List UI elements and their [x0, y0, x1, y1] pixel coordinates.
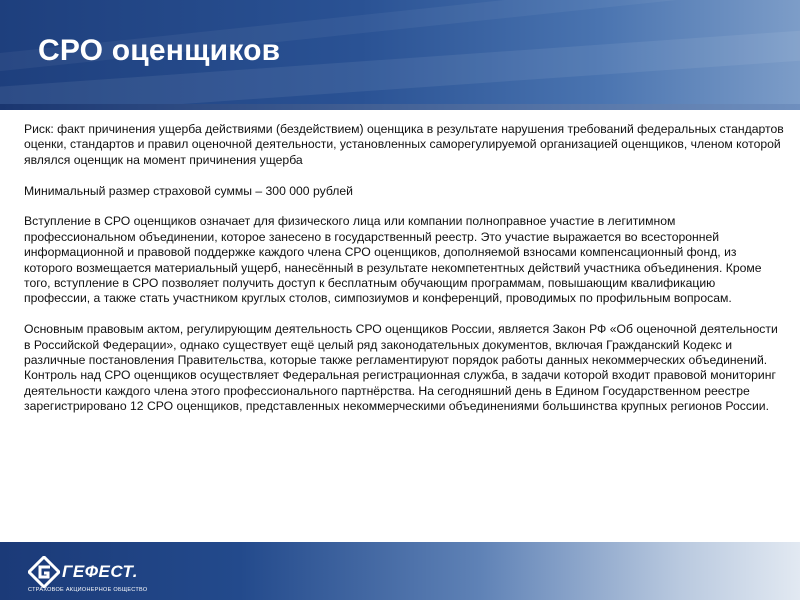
- paragraph-membership: Вступление в СРО оценщиков означает для физического лица или компании полноправное участие в легитимном профессиональном объединении, которое занесено в государственный реестр. Это участие выражается во всесторонней информационной и правовой поддержке каждого члена СРО оценщиков, дополняемой взносами компенсационный фонд, из которого возмещается материальный ущерб, нанесённый в результате некомпетентных действий участника объединения. Кроме того, вступление в СРО позволяет получить доступ к бесплатным обучающим программам, повышающим квалификацию профессии, а также стать участником круглых столов, симпозиумов и конференций, проводимых по профильным вопросам.: [24, 214, 762, 306]
- slide-body: [24, 122, 784, 430]
- company-logo: [28, 556, 158, 596]
- logo-subtitle: СТРАХОВОЕ АКЦИОНЕРНОЕ ОБЩЕСТВО: [28, 587, 148, 593]
- paragraph-risk: Риск: факт причинения ущерба действиями (бездействием) оценщика в результате нарушения требований федеральных стандартов оценки, стандартов и правил оценочной деятельности, установленных саморегулируемой организацией оценщиков, членом которой являлся оценщик на момент причинения ущерба: [24, 122, 784, 167]
- header-divider: [0, 104, 800, 110]
- logo-name: ГЕФЕСТ.: [62, 562, 138, 581]
- page-title: СРО оценщиков: [38, 34, 281, 67]
- gefest-logo-mark-icon: [28, 556, 60, 588]
- paragraph-min-sum: Минимальный размер страховой суммы – 300 000 рублей: [24, 183, 353, 198]
- paragraph-legal: Основным правовым актом, регулирующим деятельность СРО оценщиков России, является Закон РФ «Об оценочной деятельности в Российской Федерации», однако существует ещё целый ряд законодательных документов, включая Гражданский Кодекс и различные постановления Правительства, которые также регламентируют порядок работы данных некоммерческих объединений. Контроль над СРО оценщиков осуществляет Федеральная регистрационная служба, в задачи которой входит правовой мониторинг деятельности каждого члена этого профессионального партнёрства. На сегодняшний день в Едином Государственном реестре зарегистрировано 12 СРО оценщиков, представленных некоммерческими объединениями большинства крупных регионов России.: [24, 322, 778, 414]
